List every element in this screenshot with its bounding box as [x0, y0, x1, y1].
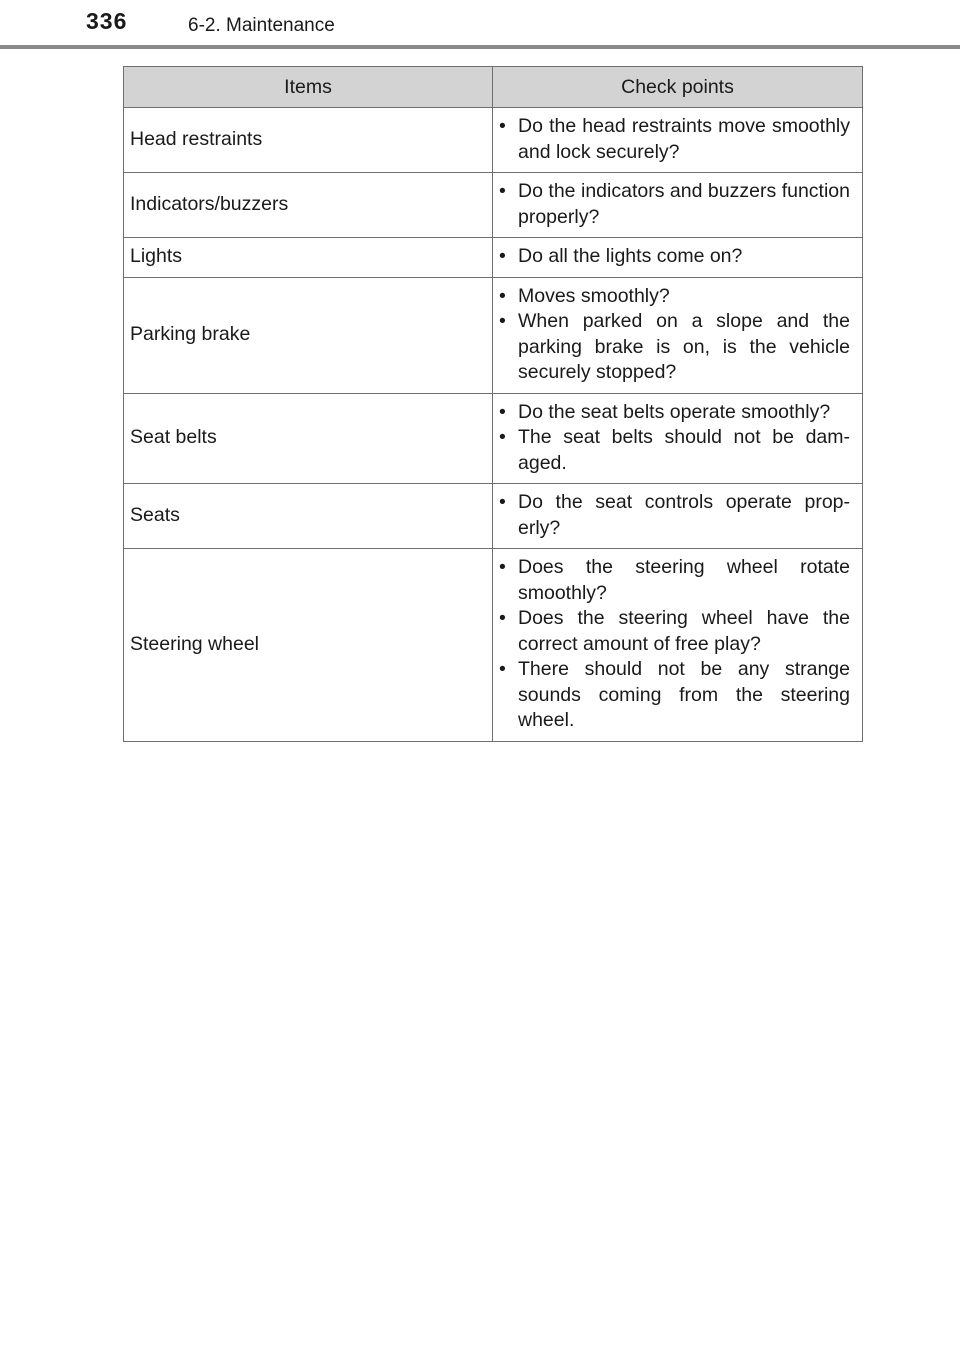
check-points-cell — [493, 277, 863, 393]
check-point: • Does the steering wheel have the correct amount of free play? — [499, 606, 850, 657]
check-points-cell — [493, 393, 863, 484]
page-header — [0, 0, 960, 50]
check-point: • Do the seat controls operate prop-erly? — [499, 490, 850, 541]
check-point: • Do the indicators and buzzers function properly? — [499, 179, 850, 230]
check-points-cell — [493, 173, 863, 238]
table-row — [124, 393, 863, 484]
item-cell: Seat belts — [124, 393, 493, 484]
table-row — [124, 484, 863, 549]
item-cell: Steering wheel — [124, 549, 493, 742]
column-header-check-points: Check points — [493, 67, 863, 108]
table-row — [124, 277, 863, 393]
item-cell: Indicators/buzzers — [124, 173, 493, 238]
item-cell: Head restraints — [124, 108, 493, 173]
item-cell: Parking brake — [124, 277, 493, 393]
page-number: 336 — [86, 8, 128, 34]
inspection-table — [123, 66, 863, 742]
header-divider — [0, 45, 960, 49]
check-point: • Do all the lights come on? — [499, 244, 850, 270]
check-points-cell — [493, 484, 863, 549]
check-point: • The seat belts should not be dam-aged. — [499, 425, 850, 476]
check-point: • Do the head restraints move smoothly and lock securely? — [499, 114, 850, 165]
table-header-row — [124, 67, 863, 108]
item-cell: Seats — [124, 484, 493, 549]
column-header-items: Items — [124, 67, 493, 108]
check-points-cell — [493, 238, 863, 278]
check-point: • When parked on a slope and the parking brake is on, is the vehicle securely stopped? — [499, 309, 850, 386]
check-point: • Do the seat belts operate smoothly? — [499, 400, 850, 426]
check-point: • There should not be any strange sounds coming from the steering wheel. — [499, 657, 850, 734]
check-point: • Does the steering wheel rotate smoothly? — [499, 555, 850, 606]
item-cell: Lights — [124, 238, 493, 278]
section-title: 6-2. Maintenance — [188, 15, 335, 36]
check-points-cell — [493, 549, 863, 742]
check-point: • Moves smoothly? — [499, 284, 850, 310]
table-row — [124, 238, 863, 278]
table-row — [124, 173, 863, 238]
table-row — [124, 108, 863, 173]
table-row — [124, 549, 863, 742]
check-points-cell — [493, 108, 863, 173]
